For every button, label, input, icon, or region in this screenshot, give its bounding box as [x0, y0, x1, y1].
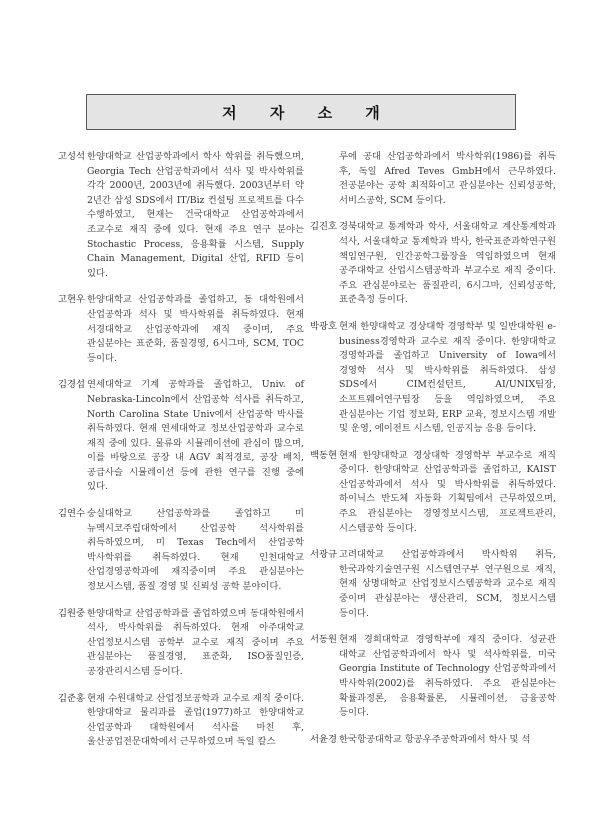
author-name: 김진호	[310, 221, 337, 233]
author-entry-continued	[310, 150, 556, 208]
author-bio: 한양대학교 산업공학과에서 학사 학위를 취득했으며, Georgia Tech 산업공학과에서 석사 및 박사학위를 각각 2000년, 2003년에 취득했다. 2003년부터 약 2년간 삼성 SDS에서 IT/Biz 컨설팅 프로젝트를 다수 수행하였고, 현재는 건국대학교 산업공학과에서 조교수로 재직 중에 있다. 현재 주요 연구 분야는 Stochastic Process, 응용확률 시스템, Supply Chain Management, Digital 산업, RFID 등이 있다.	[87, 151, 304, 279]
author-bio: 경북대학교 통계학과 학사, 서울대학교 계산통계학과 석사, 서울대학교 통계학과 박사, 한국표준과학연구원 책임연구원, 인간공학그룹장을 역임하였으며 현재 공주대학교 산업시스템공학과 부교수로 재직 중이다. 주요 관심분야로는 품질관리, 6시그마, 신뢰성공학, 표준측정 등이다.	[339, 221, 556, 306]
author-name: 백동현	[310, 449, 337, 461]
author-entry	[58, 378, 304, 495]
author-entry	[310, 633, 556, 721]
author-bio: 연세대학교 기계 공학과를 졸업하고, Univ. of Nebraska-Lincoln에서 산업공학 석사를 취득하고, North Carolina State Univ에서 산업공학 박사를 취득하였다. 현재 연세대학교 정보산업공학과 교수로 재직 중에 있다. 물류와 시뮬레이션에 관심이 많으며, 이를 바탕으로 공장 내 AGV 최적경로, 공장 배치, 공급사슬 시뮬레이션 등에 관한 연구를 진행 중에 있다.	[87, 379, 304, 493]
author-entry	[310, 220, 556, 308]
author-name: 고현우	[58, 294, 85, 306]
author-entry	[58, 507, 304, 595]
author-name: 김경섭	[58, 379, 85, 391]
author-entry	[58, 150, 304, 281]
author-name: 김연수	[58, 508, 85, 520]
page-title: 저 자 소 개	[222, 103, 394, 122]
author-bio: 현재 경희대학교 경영학부에 재직 중이다. 성균관 대학교 산업공학과에서 학사 및 석사학위를, 미국 Georgia Institute of Technology 산업공학과에서 박사학위(2002)를 취득하였다. 주요 관심분야는 확률과정론, 응용확률론, 시뮬레이션, 금융공학 등이다.	[339, 634, 556, 719]
author-entry	[310, 320, 556, 437]
author-bio: 숭실대학교 산업공학과를 졸업하고 미 뉴멕시코주립대학에서 산업공학 석사학위를 취득하였으며, 미 Texas Tech에서 산업공학 박사학위를 취득하였다. 현재 인천대학교 산업경영공학과에 재직중이며 주요 관심분야는 정보시스템, 품질 경영 및 신뢰성 공학 분야이다.	[87, 508, 304, 593]
author-bio: 루에 공대 산업공학과에서 박사학위(1986)를 취득 후, 독일 Afred Teves GmbH에서 근무하였다. 전공분야는 공학 최적화이고 관심분야는 신뢰성공학, 서비스공학, SCM 등이다.	[339, 151, 556, 206]
author-name: 김원중	[58, 607, 85, 619]
author-bio: 한국항공대학교 항공우주공학과에서 학사 및 석	[339, 733, 531, 745]
author-entry	[58, 293, 304, 366]
left-column	[58, 150, 304, 750]
author-name: 박광호	[310, 320, 337, 332]
author-bio: 한양대학교 산업공학과를 졸업하고, 동 대학원에서 산업공학과 석사 및 박사학위를 취득하였다. 현재 서경대학교 산업공학과에 재직 중이며, 주요 관심분야는 표준화, 품질경영, 6시그마, SCM, TOC 등이다.	[87, 294, 304, 364]
right-column	[310, 150, 556, 747]
author-entry	[310, 449, 556, 537]
title-banner	[86, 94, 516, 130]
author-bio: 현재 한양대학교 경상대학 경영학부 부교수로 재직 중이다. 한양대학교 산업공학과를 졸업하고, KAIST 산업공학과에서 석사 및 박사학위를 취득하였다. 하이닉스 반도체 자동화 기획팀에서 근무하였으며, 주요 관심분야는 경영정보시스템, 프로젝트관리, 시스템공학 등이다.	[339, 449, 556, 534]
author-bio: 현재 한양대학교 경상대학 경영학부 및 일반대학원 e-business경영학과 교수로 재직 중이다. 한양대학교 경영학과를 졸업하고 University of Iowa에서 경영학 석사 및 박사학위를 취득하였다. 삼성 SDS에서 CIM컨설턴트, AI/UNIX팀장, 소프트웨어연구팀장 등을 역임하였으며, 주요 관심분야는 기업 정보화, ERP 교육, 정보시스템 개발 및 운영, 에이전트 시스템, 인공지능 응용 등이다.	[339, 320, 556, 435]
author-name: 서동원	[310, 634, 337, 646]
author-name: 고성석	[58, 151, 85, 162]
author-name: 서윤경	[310, 733, 337, 745]
author-name: 서광규	[310, 549, 337, 561]
author-entry	[58, 607, 304, 680]
author-name: 김준홍	[58, 692, 85, 704]
author-bio: 현재 수원대학교 산업정보공학과 교수로 재직 중이다. 한양대학교 물리과를 졸업(1977)하고 한양대학교 산업공학과 대학원에서 석사를 마친 후, 울산공업전문대학에서 근무하였으며 독일 칼스	[87, 692, 304, 748]
author-entry	[310, 548, 556, 621]
author-bio: 한양대학교 산업공학과를 졸업하였으며 동대학원에서 석사, 박사학위를 취득하였다. 현재 아주대학교 산업정보시스템 공학부 교수로 재직 중이며 주요 관심분야는 품질경영, 표준화, ISO품질인증, 공장관리시스템 등이다.	[87, 607, 304, 677]
author-entry	[310, 733, 556, 748]
author-bio: 고려대학교 산업공학과에서 박사학위 취득, 한국과학기술연구원 시스템연구부 연구원으로 재직, 현재 상명대학교 산업정보시스템공학과 교수로 재직 중이며 관심분야는 생산관리, SCM, 정보시스템 등이다.	[339, 549, 556, 619]
author-entry	[58, 692, 304, 750]
